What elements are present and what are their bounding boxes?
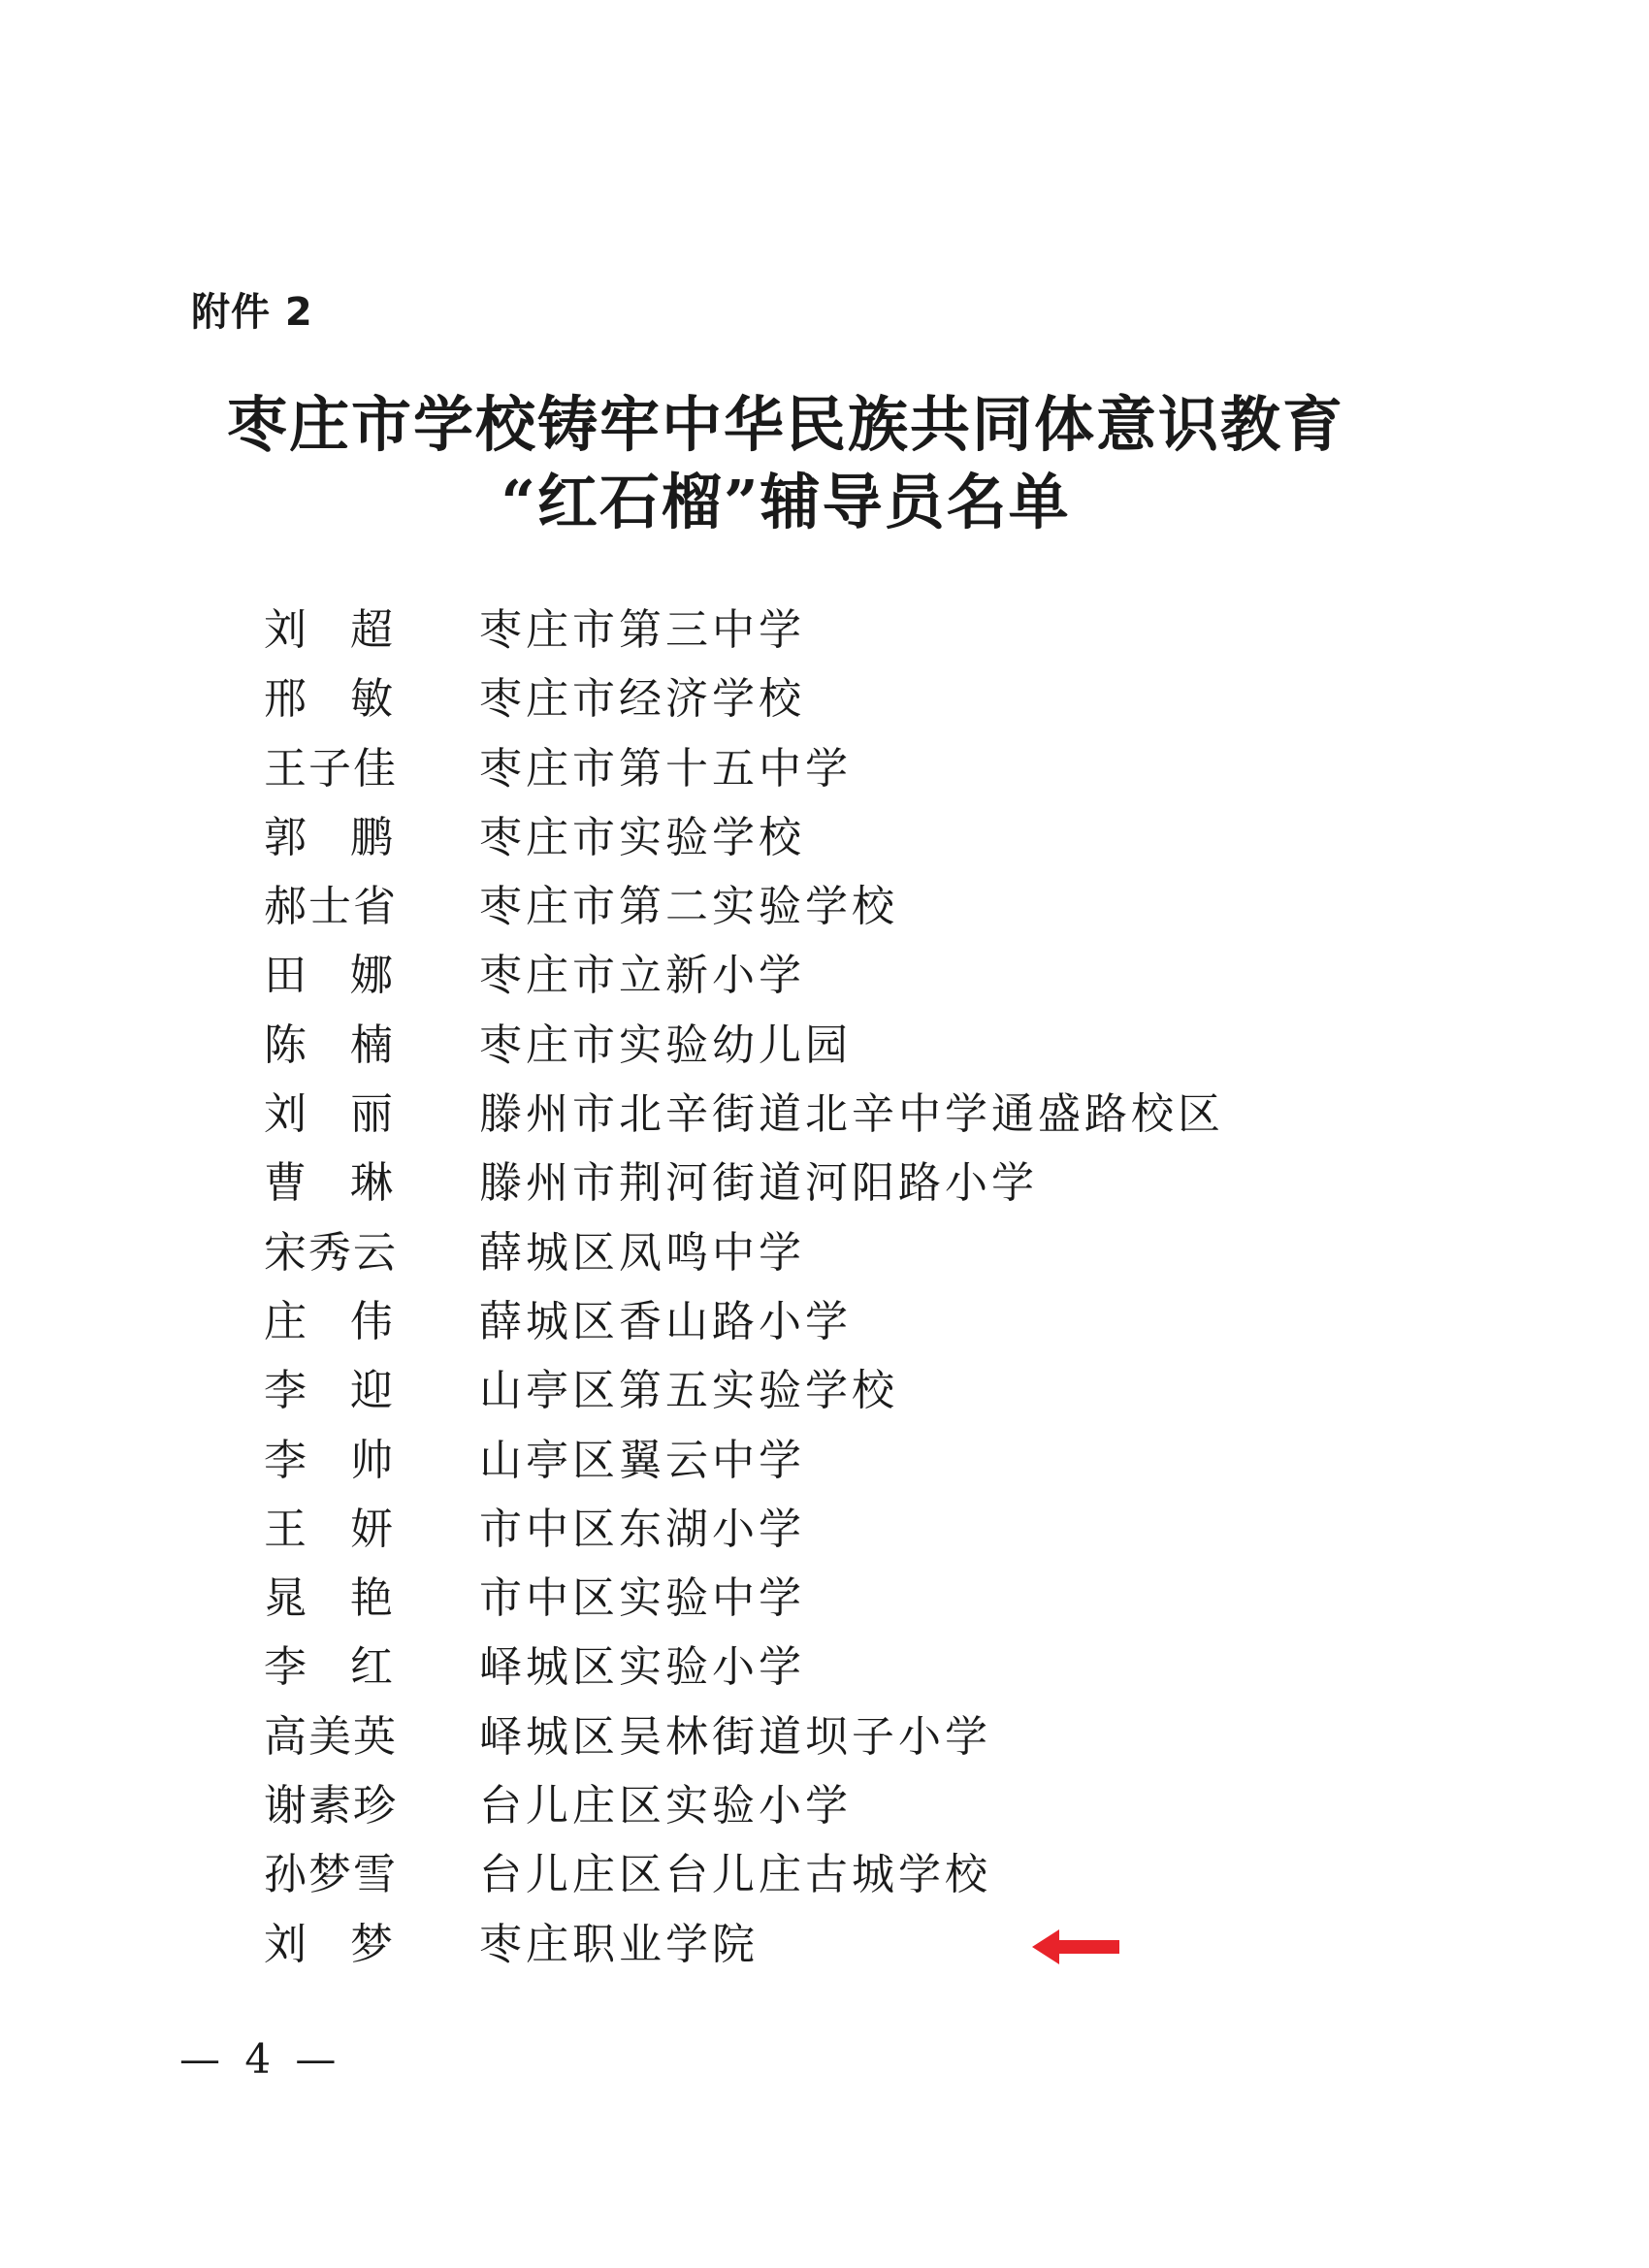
roster-row bbox=[264, 1080, 1379, 1149]
counselor-name: 陈楠 bbox=[264, 1020, 395, 1070]
counselor-name: 晁艳 bbox=[264, 1573, 395, 1624]
school-name: 山亭区翼云中学 bbox=[479, 1435, 805, 1485]
counselor-name: 刘梦 bbox=[264, 1919, 395, 1969]
school-name: 枣庄市第二实验学校 bbox=[479, 882, 898, 932]
school-name: 山亭区第五实验学校 bbox=[479, 1366, 898, 1416]
school-name: 枣庄市经济学校 bbox=[479, 674, 805, 725]
counselor-name: 李红 bbox=[264, 1642, 395, 1693]
counselor-name: 宋秀云 bbox=[264, 1227, 398, 1278]
school-name: 枣庄市实验学校 bbox=[479, 812, 805, 862]
roster-row bbox=[264, 1149, 1379, 1217]
roster-row bbox=[264, 941, 1379, 1010]
school-name: 薛城区香山路小学 bbox=[479, 1296, 852, 1346]
school-name: 峄城区实验小学 bbox=[479, 1642, 805, 1693]
left-arrow-icon bbox=[1030, 1928, 1122, 1966]
roster-row bbox=[264, 1633, 1379, 1701]
counselor-name: 王妍 bbox=[264, 1504, 395, 1554]
school-name: 峄城区吴林街道坝子小学 bbox=[479, 1711, 991, 1762]
document-title-line-1: 枣庄市学校铸牢中华民族共同体意识教育 bbox=[226, 389, 1344, 460]
roster-row bbox=[264, 1771, 1379, 1840]
counselor-name: 刘丽 bbox=[264, 1089, 395, 1140]
counselor-name: 孙梦雪 bbox=[264, 1850, 398, 1900]
school-name: 台儿庄区台儿庄古城学校 bbox=[479, 1850, 991, 1900]
roster-row bbox=[264, 664, 1379, 733]
school-name: 市中区实验中学 bbox=[479, 1573, 805, 1624]
counselor-name: 邢敏 bbox=[264, 674, 395, 725]
roster-row bbox=[264, 1011, 1379, 1080]
roster-row bbox=[264, 596, 1379, 664]
roster-row bbox=[264, 1495, 1379, 1564]
roster-row bbox=[264, 1426, 1379, 1495]
counselor-name: 高美英 bbox=[264, 1711, 398, 1762]
counselor-name: 谢素珍 bbox=[264, 1781, 398, 1831]
roster-row bbox=[264, 1356, 1379, 1425]
school-name: 滕州市荆河街道河阳路小学 bbox=[479, 1158, 1038, 1209]
counselor-name: 刘超 bbox=[264, 605, 395, 655]
school-name: 枣庄市立新小学 bbox=[479, 951, 805, 1001]
school-name: 枣庄市第三中学 bbox=[479, 605, 805, 655]
school-name: 市中区东湖小学 bbox=[479, 1504, 805, 1554]
school-name: 枣庄市实验幼儿园 bbox=[479, 1020, 852, 1070]
counselor-name: 王子佳 bbox=[264, 743, 398, 794]
counselor-name: 庄伟 bbox=[264, 1296, 395, 1346]
page-number: — 4 — bbox=[179, 2035, 342, 2083]
roster-row bbox=[264, 1564, 1379, 1633]
school-name: 薛城区凤鸣中学 bbox=[479, 1227, 805, 1278]
roster-row bbox=[264, 734, 1379, 803]
school-name: 台儿庄区实验小学 bbox=[479, 1781, 852, 1831]
counselor-name: 李迎 bbox=[264, 1366, 395, 1416]
roster-row bbox=[264, 872, 1379, 941]
roster-row bbox=[264, 1840, 1379, 1909]
attachment-label: 附件 2 bbox=[191, 290, 313, 335]
roster-row bbox=[264, 1218, 1379, 1287]
counselor-name: 李帅 bbox=[264, 1435, 395, 1485]
counselor-name: 郝士省 bbox=[264, 882, 398, 932]
counselor-name: 曹琳 bbox=[264, 1158, 395, 1209]
school-name: 滕州市北辛街道北辛中学通盛路校区 bbox=[479, 1089, 1224, 1140]
counselor-name: 郭鹏 bbox=[264, 812, 395, 862]
school-name: 枣庄职业学院 bbox=[479, 1919, 759, 1969]
roster-row bbox=[264, 1910, 1379, 1979]
roster-row bbox=[264, 1287, 1379, 1356]
counselor-roster bbox=[264, 596, 1379, 1979]
document-title-line-2: “红石榴”辅导员名单 bbox=[501, 467, 1071, 537]
school-name: 枣庄市第十五中学 bbox=[479, 743, 852, 794]
roster-row bbox=[264, 1702, 1379, 1771]
counselor-name: 田娜 bbox=[264, 951, 395, 1001]
roster-row bbox=[264, 803, 1379, 872]
